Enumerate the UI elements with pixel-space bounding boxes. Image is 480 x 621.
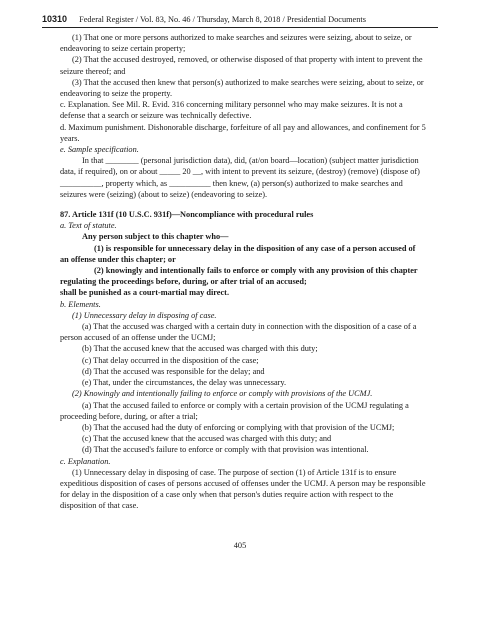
page-footer-number: 405 [233,541,247,550]
paragraph: (3) That the accused then knew that person(s) authorized to make searches were seizing, about to seize, or endeavoring to seize the property. [60,77,424,99]
paragraph: (d) That the accused's failure to enforce or comply with that provision was intentional. [82,445,369,455]
paragraph: d. Maximum punishment. Dishonorable discharge, forfeiture of all pay and allowances, and confinement for 5 years. [60,122,426,143]
document-body [60,32,426,512]
paragraph: (2) Knowingly and intentionally failing to enforce or comply with provisions of the UCMJ. [72,389,373,399]
paragraph: (b) That the accused knew that the accused was charged with this duty; [82,344,318,354]
paragraph: (a) That the accused was charged with a certain duty in connection with the disposition of a case of a person accused of an offense under the UCMJ; [60,322,417,343]
header-page-number: 10310 [42,14,68,24]
paragraph: a. Text of statute. [60,221,117,231]
paragraph: (2) That the accused destroyed, removed, or otherwise disposed of that property with intent to prevent the seizure thereof; and [60,55,423,76]
paragraph: c. Explanation. [60,456,111,466]
paragraph: e. Sample specification. [60,145,139,155]
paragraph: (d) That the accused was responsible for the delay; and [82,366,265,376]
paragraph: (1) That one or more persons authorized to make searches and seizures were seizing, about to seize, or endeavoring to seize certain property; [60,33,412,54]
statute-text: Any person subject to this chapter who— [82,232,229,242]
paragraph: (b) That the accused had the duty of enforcing or complying with that provision of the UCMJ; [82,422,395,432]
statute-text: shall be punished as a court-martial may direct. [60,288,230,298]
paragraph: (a) That the accused failed to enforce or comply with a certain provision of the UCMJ regulating a proceeding before, during, or after a trial; [60,400,409,421]
header-title: Federal Register / Vol. 83, No. 46 / Thursday, March 8, 2018 / Presidential Documents [79,15,366,24]
running-header [42,13,438,28]
paragraph: b. Elements. [60,299,101,309]
paragraph: (c) That delay occurred in the disposition of the case; [82,355,259,365]
statute-text: (2) knowingly and intentionally fails to enforce or comply with any provision of this chapter regulating the proceedings before, during, or after trial of an accused; [60,266,418,287]
section-heading: 87. Article 131f (10 U.S.C. 931f)—Noncompliance with procedural rules [60,210,314,220]
paragraph: (c) That the accused knew that the accused was charged with this duty; and [82,434,332,444]
paragraph: (1) Unnecessary delay in disposing of case. The purpose of section (1) of Article 131f is to ensure expeditious disposition of cases of persons accused of offenses under the UCMJ. A person may be responsible for delay in the disposition of a case only when that person's duties require action with respect to the disposition of that case. [60,467,426,511]
paragraph: In that ________ (personal jurisdiction data), did, (at/on board—location) (subject matter jurisdiction data, if required), on or about _____ 20 __, with intent to prevent its seizure, (destroy) (remove) (dispose of) __________, property which, as __________ then knew, (a) person(s) authorized to make searches and seizures were (seizing) (about to seize) (endeavoring to seize). [60,156,420,199]
paragraph: c. Explanation. See Mil. R. Evid. 316 concerning military personnel who may make seizures. It is not a defense that a search or seizure was technically defective. [60,100,403,121]
statute-text: (1) is responsible for unnecessary delay in the disposition of any case of a person accused of an offense under this chapter; or [60,243,416,264]
paragraph: (1) Unnecessary delay in disposing of case. [72,310,217,320]
paragraph: (e) That, under the circumstances, the delay was unnecessary. [82,378,287,388]
